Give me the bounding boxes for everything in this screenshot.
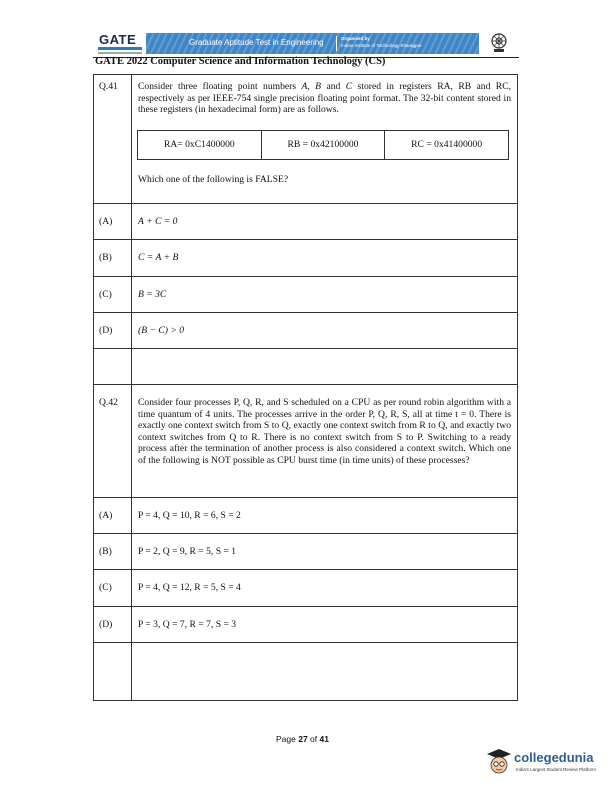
page-label: Page bbox=[276, 734, 299, 744]
q42-option-c bbox=[132, 570, 518, 607]
q41-option-a-label-cell bbox=[94, 204, 132, 240]
gate-logo-bar bbox=[98, 47, 142, 50]
question-42-number-cell bbox=[94, 385, 132, 498]
q41-option-c-text: B = 3C bbox=[138, 289, 167, 300]
q41-text-post: stored in registers R bbox=[352, 81, 444, 92]
question-42-table bbox=[93, 384, 518, 701]
q41-empty-cell bbox=[132, 349, 518, 385]
banner-title: Graduate Aptitude Test in Engineering bbox=[189, 38, 324, 47]
q42-option-c-label-cell bbox=[94, 570, 132, 607]
q42-option-d bbox=[132, 607, 518, 643]
q41-option-b-text: C = A + B bbox=[138, 252, 179, 263]
q41-option-b-label-cell bbox=[94, 240, 132, 277]
q41-option-a-text: A + C = 0 bbox=[138, 216, 178, 227]
collegedunia-logo bbox=[484, 744, 604, 780]
q41-option-d bbox=[132, 313, 518, 349]
q41-option-b bbox=[132, 240, 518, 277]
question-42-content bbox=[132, 385, 518, 498]
banner-organised-by: Organised by bbox=[341, 36, 370, 41]
page-number bbox=[276, 734, 329, 744]
q41-var-b: B bbox=[315, 81, 322, 92]
question-42-number: Q.42 bbox=[99, 397, 118, 408]
q41-option-a bbox=[132, 204, 518, 240]
register-ra: RA= 0xC1400000 bbox=[138, 130, 262, 159]
banner-organizer: Indian Institute of Technology Kharagpur bbox=[341, 43, 422, 48]
q42-option-a-label: (A) bbox=[99, 510, 113, 521]
register-rc: RC = 0x41400000 bbox=[385, 130, 509, 159]
page-current: 27 bbox=[298, 734, 308, 744]
q41-option-d-label: (D) bbox=[99, 325, 113, 336]
q41-option-d-label-cell bbox=[94, 313, 132, 349]
q41-sep: , bbox=[307, 81, 316, 92]
q42-empty-cell bbox=[132, 643, 518, 701]
brand-name: collegedunia bbox=[514, 750, 594, 765]
q42-option-d-label-cell bbox=[94, 607, 132, 643]
question-41-text bbox=[132, 75, 517, 116]
brand-tagline: India's Largest Student Review Platform bbox=[516, 767, 596, 772]
register-rb: RB = 0x42100000 bbox=[261, 130, 385, 159]
q42-option-b-label-cell bbox=[94, 534, 132, 570]
q42-option-b-label: (B) bbox=[99, 546, 112, 557]
q42-option-b-text: P = 2, Q = 9, R = 5, S = 1 bbox=[138, 546, 237, 557]
q42-option-a-text: P = 4, Q = 10, R = 6, S = 2 bbox=[138, 510, 241, 521]
gate-logo-text: GATE bbox=[99, 32, 137, 47]
banner-separator bbox=[336, 36, 337, 51]
q41-option-c bbox=[132, 277, 518, 313]
q41-option-c-label: (C) bbox=[99, 289, 112, 300]
q41-var-c: C bbox=[345, 81, 353, 92]
q41-option-b-label: (B) bbox=[99, 252, 112, 263]
q41-empty-label-cell bbox=[94, 349, 132, 385]
q41-option-c-label-cell bbox=[94, 277, 132, 313]
iit-emblem-icon bbox=[488, 32, 510, 54]
q41-text-rest: A, RB and RC, respectively as per IEEE-754 single precision floating point format. The 32-bit content stored in these registers (in hexadecimal form) are as follows. bbox=[138, 81, 511, 115]
question-41-prompt: Which one of the following is FALSE? bbox=[138, 173, 289, 185]
document-title: GATE 2022 Computer Science and Information Technology (CS) bbox=[95, 56, 386, 67]
question-42-text: Consider four processes P, Q, R, and S scheduled on a CPU as per round robin algorithm with a time quantum of 4 units. The processes arrive in the order P, Q, R, S, all at time t = 0. There is exactly one context switch from S to Q, exactly one context switch from R to Q, and exactly two context switches from Q to R. There is no context switch from S to P. Switching to a ready process after the termination of another process is also considered a context switch. Which one of the following is NOT possible as CPU burst time (in time units) of these processes? bbox=[138, 397, 511, 466]
register-table bbox=[137, 130, 509, 160]
q41-var-a: A bbox=[301, 81, 308, 92]
q41-option-a-label: (A) bbox=[99, 216, 113, 227]
gate-logo-subline bbox=[98, 52, 142, 54]
q42-option-c-label: (C) bbox=[99, 582, 112, 593]
header-banner bbox=[146, 33, 479, 54]
q42-option-d-label: (D) bbox=[99, 619, 113, 630]
q42-option-c-text: P = 4, Q = 12, R = 5, S = 4 bbox=[138, 582, 241, 593]
q42-empty-label-cell bbox=[94, 643, 132, 701]
q42-option-a bbox=[132, 498, 518, 534]
question-41-number-cell bbox=[94, 75, 132, 204]
question-41-content bbox=[132, 75, 518, 204]
gate-logo bbox=[98, 33, 142, 55]
q42-option-b bbox=[132, 534, 518, 570]
question-41-number: Q.41 bbox=[99, 81, 118, 92]
question-41-table bbox=[93, 74, 518, 385]
mascot-icon bbox=[486, 748, 512, 778]
q41-text-pre: Consider three floating point numbers bbox=[138, 81, 302, 92]
page-total: 41 bbox=[319, 734, 329, 744]
q41-option-d-text: (B − C) > 0 bbox=[138, 325, 184, 336]
q41-and: and bbox=[321, 81, 346, 92]
q42-option-a-label-cell bbox=[94, 498, 132, 534]
q42-option-d-text: P = 3, Q = 7, R = 7, S = 3 bbox=[138, 619, 237, 630]
page-of: of bbox=[307, 734, 320, 744]
